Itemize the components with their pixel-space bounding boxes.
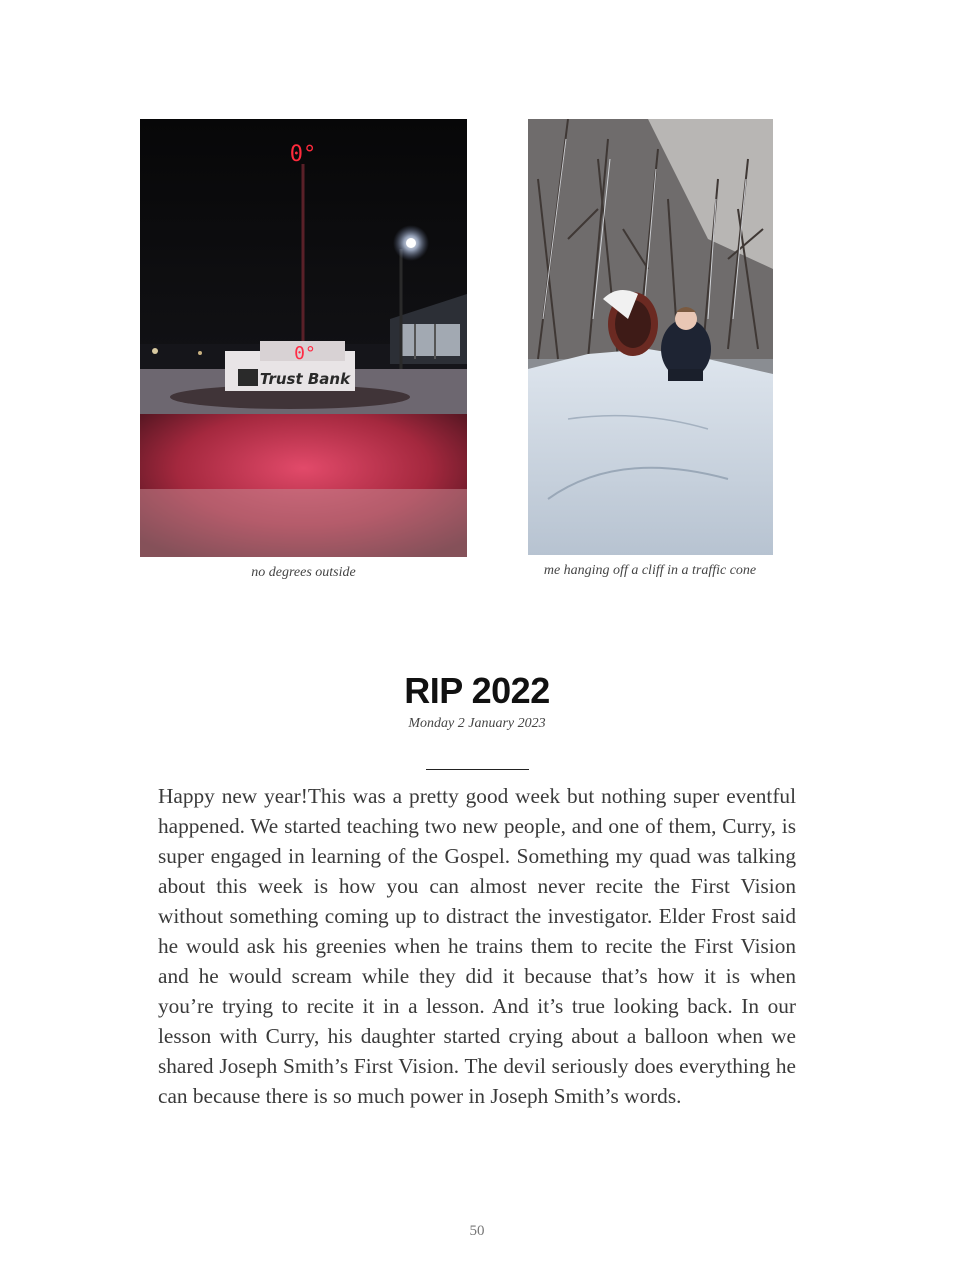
title-divider — [426, 769, 529, 770]
photo-snowy-cliff — [528, 119, 773, 555]
photo-bank-sign-night — [140, 119, 467, 557]
photo-caption-2: me hanging off a cliff in a traffic cone — [543, 563, 757, 578]
sign-temp-display: 0° — [294, 343, 316, 364]
entry-title: RIP 2022 — [404, 670, 550, 711]
page-number: 50 — [469, 1223, 485, 1239]
photo-caption-1: no degrees outside — [251, 565, 356, 580]
entry-date: Monday 2 January 2023 — [408, 716, 546, 731]
entry-body: Happy new year!This was a pretty good week but nothing super eventful happened. We started teaching two new people, and one of them, Curry, is super engaged in learning of the Gospel. Something my quad was talking about this week is how you can almost never recite the First Vision without something coming up to distract the investigator. Elder Frost said he would ask his greenies when he trains them to recite the First Vision and he would scream while they did it because that’s how it is when you’re trying to recite it in a lesson. And it’s true looking back. In our lesson with Curry, his daughter started crying about a balloon when we shared Joseph Smith’s First Vision. The devil seriously does everything he can because there is so much power in Joseph Smith’s words. — [158, 784, 796, 1108]
bank-sign-logo-text: Trust Bank — [259, 370, 351, 388]
top-temp-display: 0° — [289, 142, 317, 167]
